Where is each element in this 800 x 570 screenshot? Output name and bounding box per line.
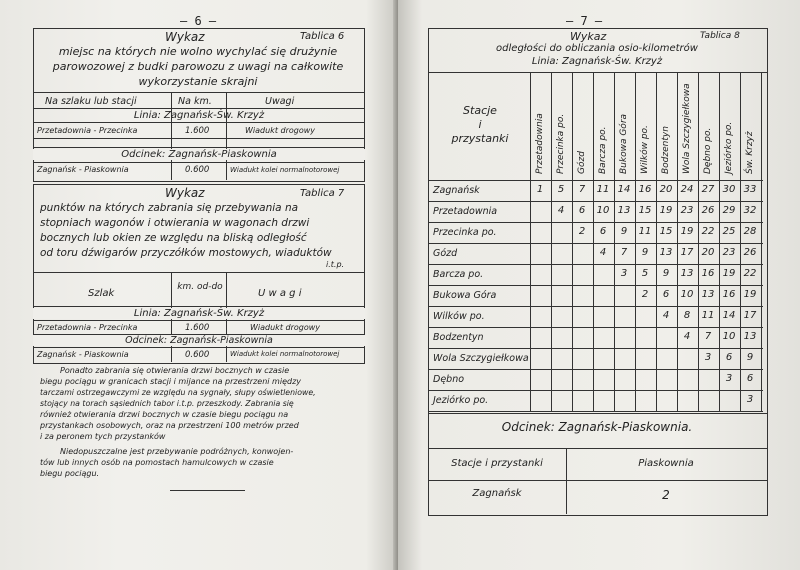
- section-header-stations: Stacje i przystanki: [451, 458, 543, 469]
- distance-cell: 25: [722, 226, 736, 237]
- column-header: Św. Krzyż: [745, 131, 755, 174]
- distance-cell: 6: [662, 289, 670, 300]
- notes-line-10: biegu pociągu.: [40, 469, 100, 478]
- end-rule: [170, 490, 245, 491]
- notes-line-8: Niedopuszczalne jest przebywanie podróżnych, konwojen-: [60, 447, 294, 456]
- notes-line-7: i za peronem tych przystanków: [40, 432, 166, 441]
- grid-line: [677, 72, 678, 411]
- table-6-line-label: Linia: Zagnańsk-Św. Krzyż: [133, 110, 265, 121]
- grid-line: [740, 72, 741, 411]
- distance-cell: 16: [701, 268, 715, 279]
- distance-cell: 22: [701, 226, 715, 237]
- distance-cell: 19: [659, 205, 673, 216]
- distance-cell: 24: [680, 184, 694, 195]
- grid-line: [428, 243, 763, 244]
- distance-cell: 2: [641, 289, 649, 300]
- grid-line: [530, 72, 531, 411]
- table-8-corner-line-3: przystanki: [451, 132, 509, 145]
- section-header-piaskownia: Piaskownia: [638, 458, 694, 469]
- grid-line: [656, 72, 657, 411]
- distance-cell: 26: [743, 247, 757, 258]
- table-7-desc-line-3: bocznych lub okien ze względu na bliską odległość: [40, 232, 307, 244]
- distance-cell: 3: [704, 352, 712, 363]
- table-7-row1-km: 1.600: [185, 323, 210, 333]
- table-7-desc-line-5: i.t.p.: [326, 260, 345, 269]
- table-8-corner-line-1: Stacje: [463, 104, 497, 117]
- distance-cell: 15: [659, 226, 673, 237]
- distance-cell: 4: [599, 247, 607, 258]
- table-8-number: Tablica 8: [700, 31, 740, 41]
- table-7-desc-line-1: punktów na których zabrania się przebywania na: [40, 202, 299, 214]
- distance-cell: 23: [722, 247, 736, 258]
- distance-cell: 5: [557, 184, 565, 195]
- distance-cell: 7: [620, 247, 628, 258]
- distance-cell: 11: [638, 226, 652, 237]
- distance-cell: 14: [722, 310, 736, 321]
- distance-cell: 19: [722, 268, 736, 279]
- distance-cell: 6: [578, 205, 586, 216]
- distance-cell: 17: [743, 310, 757, 321]
- column-header: Wola Szczygiełkowa: [682, 83, 692, 174]
- table-8-line-label: Linia: Zagnańsk-Św. Krzyż: [531, 56, 663, 67]
- grid-line: [719, 72, 720, 411]
- grid-line: [428, 180, 763, 181]
- table-6-row2-note: Wiadukt kolei normalnotorowej: [230, 166, 340, 174]
- table-7-row1-note: Wiadukt drogowy: [250, 323, 321, 332]
- notes-line-6: przystankach osobowych, oraz na przestrzeni 100 metrów przed: [40, 421, 299, 430]
- grid-line: [428, 411, 763, 412]
- grid-line: [428, 327, 763, 328]
- distance-cell: 8: [683, 310, 691, 321]
- distance-cell: 20: [659, 184, 673, 195]
- table-6-desc-line-2: parowozowej z budki parowozu z uwagi na całkowite: [52, 60, 344, 73]
- distance-cell: 4: [557, 205, 565, 216]
- distance-cell: 20: [701, 247, 715, 258]
- row-label: Bodzentyn: [433, 332, 484, 343]
- column-header: Jeziórko po.: [724, 121, 734, 174]
- distance-cell: 10: [722, 331, 736, 342]
- table-6-row2-km: 0.600: [185, 165, 210, 175]
- distance-cell: 10: [680, 289, 694, 300]
- table-7-title: Wykaz: [165, 186, 205, 200]
- row-label: Wola Szczygiełkowa: [433, 353, 529, 364]
- distance-cell: 4: [662, 310, 670, 321]
- row-label: Barcza po.: [433, 269, 484, 280]
- distance-cell: 13: [743, 331, 757, 342]
- column-header: Przetadownia: [535, 113, 545, 174]
- distance-cell: 13: [659, 247, 673, 258]
- distance-cell: 4: [683, 331, 691, 342]
- table-6-header-notes: Uwagi: [265, 96, 295, 107]
- table-6-row1-place: Przetadownia - Przecinka: [37, 126, 138, 135]
- grid-line: [428, 201, 763, 202]
- notes-line-3: tarczami ostrzegawczymi ze względu na sygnały, słupy oświetleniowe,: [40, 388, 316, 397]
- distance-cell: 19: [743, 289, 757, 300]
- table-7-row2-note: Wiadukt kolei normalnotorowej: [230, 350, 340, 358]
- table-7-row2-km: 0.600: [185, 350, 210, 360]
- grid-line: [428, 348, 763, 349]
- distance-cell: 2: [578, 226, 586, 237]
- distance-cell: 9: [620, 226, 628, 237]
- grid-line: [428, 369, 763, 370]
- notes-line-1: Ponadto zabrania się otwierania drzwi bocznych w czasie: [60, 366, 290, 375]
- distance-cell: 17: [680, 247, 694, 258]
- distance-cell: 13: [701, 289, 715, 300]
- table-6-title: Wykaz: [165, 30, 205, 44]
- table-7-section-label: Odcinek: Zagnańsk-Piaskownia: [33, 335, 365, 346]
- distance-cell: 32: [743, 205, 757, 216]
- distance-cell: 33: [743, 184, 757, 195]
- distance-cell: 30: [722, 184, 736, 195]
- page-number-left: — 6 —: [180, 14, 217, 28]
- distance-cell: 6: [599, 226, 607, 237]
- table-7-header-route: Szlak: [88, 288, 115, 299]
- grid-line: [428, 264, 763, 265]
- distance-cell: 9: [662, 268, 670, 279]
- distance-cell: 26: [701, 205, 715, 216]
- grid-line: [572, 72, 573, 411]
- grid-line: [428, 390, 763, 391]
- grid-line: [428, 285, 763, 286]
- distance-cell: 13: [680, 268, 694, 279]
- row-label: Wilków po.: [433, 311, 485, 322]
- distance-cell: 19: [680, 226, 694, 237]
- distance-cell: 10: [596, 205, 610, 216]
- row-label: Przetadownia: [433, 206, 498, 217]
- column-header: Bukowa Góra: [619, 113, 629, 174]
- distance-cell: 28: [743, 226, 757, 237]
- table-8-subtitle: odległości do obliczania osio-kilometrów: [496, 43, 698, 54]
- table-7-desc-line-4: od toru dźwigarów przyczółków mostowych, wiaduktów: [40, 247, 332, 259]
- table-8-corner-line-2: i: [478, 118, 482, 131]
- notes-line-2: biegu pociągu w granicach stacji i mijance na przestrzeni między: [40, 377, 301, 386]
- distance-cell: 9: [746, 352, 754, 363]
- grid-line: [428, 222, 763, 223]
- section-row-distance: 2: [662, 488, 670, 502]
- distance-cell: 29: [722, 205, 736, 216]
- table-7-line-label: Linia: Zagnańsk-Św. Krzyż: [33, 308, 365, 319]
- notes-line-9: tów lub innych osób na pomostach hamulcowych w czasie: [40, 458, 274, 467]
- table-6-row2-place: Zagnańsk - Piaskownia: [37, 165, 129, 174]
- distance-cell: 11: [701, 310, 715, 321]
- table-8-section-label: Odcinek: Zagnańsk-Piaskownia.: [501, 420, 693, 434]
- table-7-header-notes: U w a g i: [258, 288, 302, 299]
- grid-line: [551, 72, 552, 411]
- row-label: Gózd: [433, 248, 458, 259]
- distance-cell: 27: [701, 184, 715, 195]
- row-label: Jeziórko po.: [433, 395, 489, 406]
- distance-cell: 1: [536, 184, 544, 195]
- table-7-row2-route: Zagnańsk - Piaskownia: [37, 350, 129, 359]
- table-6-header-place: Na szlaku lub stacji: [45, 96, 137, 107]
- grid-line: [635, 72, 636, 411]
- distance-cell: 6: [725, 352, 733, 363]
- column-header: Wilków po.: [640, 125, 650, 174]
- table-6-section-label: Odcinek: Zagnańsk-Piaskownia: [33, 149, 365, 160]
- notes-line-4: stojący na torach sąsiednich tabor i.t.p. przeszkody. Zabrania się: [40, 399, 294, 408]
- row-label: Zagnańsk: [433, 185, 480, 196]
- table-6-row1-km: 1.600: [185, 126, 210, 136]
- distance-cell: 23: [680, 205, 694, 216]
- table-7-header-km: km. od-do: [177, 282, 223, 292]
- distance-cell: 3: [620, 268, 628, 279]
- distance-cell: 7: [704, 331, 712, 342]
- distance-cell: 5: [641, 268, 649, 279]
- column-header: Barcza po.: [598, 126, 608, 174]
- distance-cell: 6: [746, 373, 754, 384]
- distance-cell: 7: [578, 184, 586, 195]
- distance-cell: 3: [725, 373, 733, 384]
- distance-cell: 16: [638, 184, 652, 195]
- grid-line: [761, 72, 762, 411]
- table-6-header-km: Na km.: [178, 96, 212, 107]
- grid-line: [428, 306, 763, 307]
- column-header: Gózd: [577, 151, 587, 174]
- table-7-row1-route: Przetadownia - Przecinka: [37, 323, 138, 332]
- grid-line: [698, 72, 699, 411]
- table-6-desc-line-3: wykorzystanie skrajni: [138, 75, 258, 88]
- grid-line: [614, 72, 615, 411]
- column-header: Bodzentyn: [661, 126, 671, 174]
- left-page: [0, 0, 398, 570]
- notes-line-5: również otwierania drzwi bocznych w czasie biegu pociągu na: [40, 410, 289, 419]
- distance-cell: 22: [743, 268, 757, 279]
- distance-cell: 15: [638, 205, 652, 216]
- table-7-number: Tablica 7: [300, 188, 345, 199]
- table-6-desc-line-1: miejsc na których nie wolno wychylać się drużynie: [58, 45, 338, 58]
- distance-cell: 14: [617, 184, 631, 195]
- distance-cell: 3: [746, 394, 754, 405]
- row-label: Bukowa Góra: [433, 290, 497, 301]
- table-7-desc-line-2: stopniach wagonów i otwierania w wagonach drzwi: [40, 217, 310, 229]
- distance-cell: 11: [596, 184, 610, 195]
- row-label: Przecinka po.: [433, 227, 497, 238]
- table-6-number: Tablica 6: [300, 31, 345, 42]
- distance-cell: 9: [641, 247, 649, 258]
- row-label: Dębno: [433, 374, 465, 385]
- grid-line: [593, 72, 594, 411]
- table-8-title: Wykaz: [570, 30, 607, 43]
- section-row-station: Zagnańsk: [472, 488, 522, 499]
- column-header: Dębno po.: [703, 127, 713, 174]
- distance-cell: 13: [617, 205, 631, 216]
- distance-cell: 16: [722, 289, 736, 300]
- column-header: Przecinka po.: [556, 113, 566, 174]
- page-number-right: — 7 —: [566, 14, 603, 28]
- table-6-row1-note: Wiadukt drogowy: [245, 126, 316, 135]
